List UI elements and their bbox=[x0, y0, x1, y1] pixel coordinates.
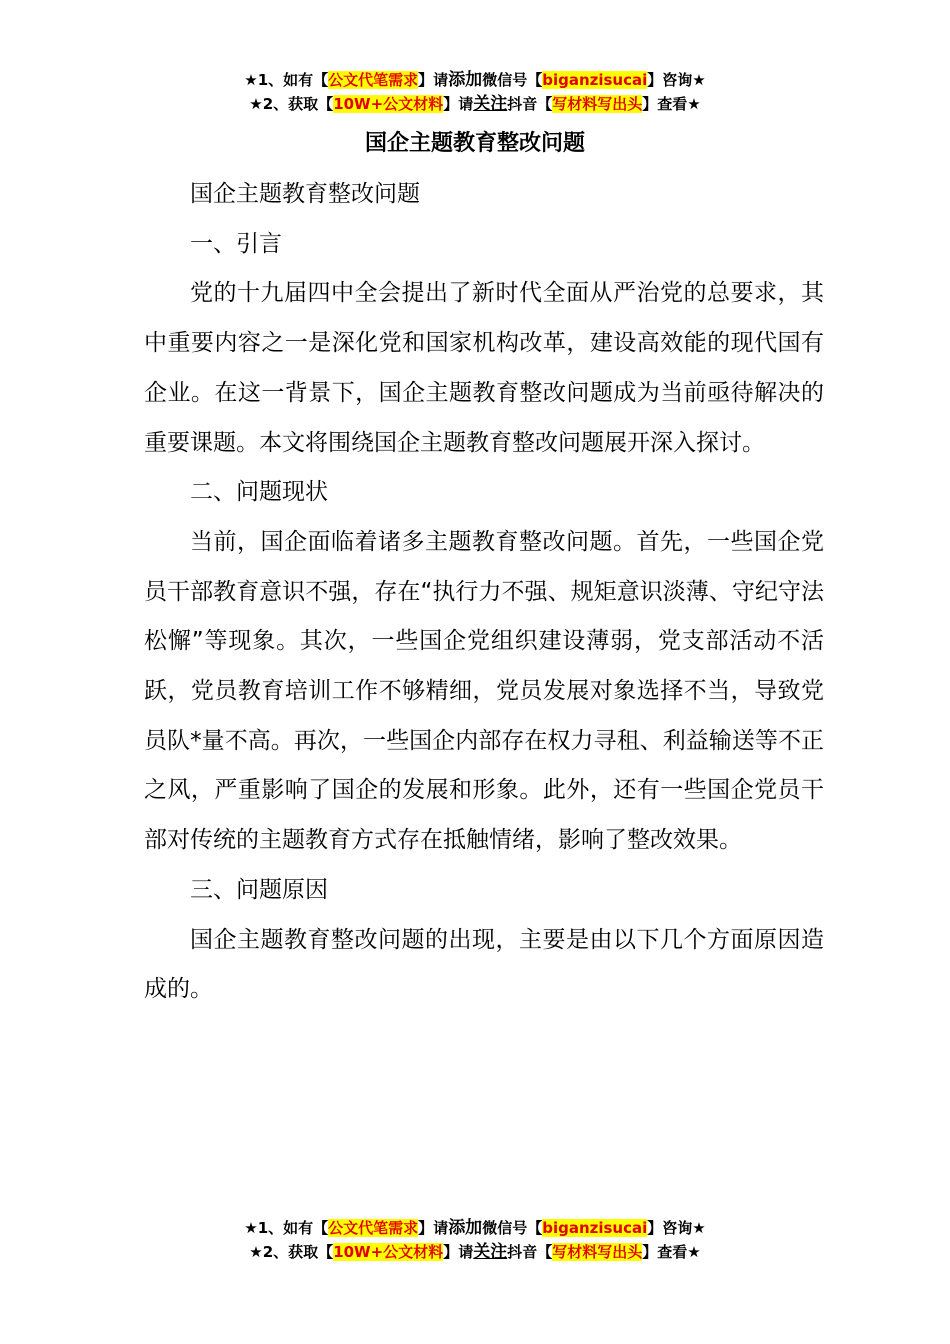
promo-highlight: 写材料写出头 bbox=[552, 1243, 643, 1261]
promo-text: 】咨询★ bbox=[647, 71, 706, 89]
promo-highlight: 公文代笔需求 bbox=[328, 71, 419, 89]
promo-line-1 bbox=[0, 68, 950, 92]
promo-emphasis: 关注 bbox=[473, 1242, 508, 1262]
promo-text: 】咨询★ bbox=[647, 1219, 706, 1237]
promo-line-2 bbox=[0, 1240, 950, 1264]
promo-text: 抖音【 bbox=[507, 1243, 553, 1261]
promo-emphasis: 关注 bbox=[473, 94, 508, 114]
section-heading-causes: 三、问题原因 bbox=[190, 876, 328, 903]
promo-line-1 bbox=[0, 1216, 950, 1240]
promo-highlight: biganzisucai bbox=[542, 1219, 648, 1237]
promo-text: 】请 bbox=[418, 71, 449, 89]
document-body bbox=[144, 170, 824, 1015]
header-promo-banner bbox=[0, 68, 950, 116]
promo-text: 】请 bbox=[443, 1243, 474, 1261]
promo-text: 微信号【 bbox=[482, 1219, 543, 1237]
promo-text: ★1、如有【 bbox=[244, 1219, 329, 1237]
promo-line-2 bbox=[0, 92, 950, 116]
promo-highlight: 10W+公文材料 bbox=[333, 95, 444, 113]
document-title: 国企主题教育整改问题 bbox=[364, 131, 585, 156]
subtitle-paragraph: 国企主题教育整改问题 bbox=[190, 181, 420, 207]
promo-text: 】查看★ bbox=[642, 95, 701, 113]
promo-text: ★2、获取【 bbox=[249, 1243, 334, 1261]
promo-text: 抖音【 bbox=[507, 95, 553, 113]
section-heading-introduction: 一、引言 bbox=[190, 230, 282, 257]
section-heading-status: 二、问题现状 bbox=[190, 479, 328, 506]
promo-text: ★1、如有【 bbox=[244, 71, 329, 89]
promo-highlight: 10W+公文材料 bbox=[333, 1243, 444, 1261]
body-paragraph: 国企主题教育整改问题的出现，主要是由以下几个方面原因造成的。 bbox=[144, 926, 824, 1003]
body-paragraph: 党的十九届四中全会提出了新时代全面从严治党的总要求，其中重要内容之一是深化党和国家机构改革，建设高效能的现代国有企业。在这一背景下，国企主题教育整改问题成为当前亟待解决的重要课题。本文将围绕国企主题教育整改问题展开深入探讨。 bbox=[144, 280, 824, 456]
body-paragraph: 当前，国企面临着诸多主题教育整改问题。首先，一些国企党员干部教育意识不强，存在“执行力不强、规矩意识淡薄、守纪守法松懈”等现象。其次，一些国企党组织建设薄弱，党支部活动不活跃，党员教育培训工作不够精细，党员发展对象选择不当，导致党员队*量不高。再次，一些国企内部存在权力寻租、利益输送等不正之风，严重影响了国企的发展和形象。此外，还有一些国企党员干部对传统的主题教育方式存在抵触情绪，影响了整改效果。 bbox=[144, 528, 824, 854]
promo-emphasis: 添加 bbox=[448, 1218, 483, 1238]
promo-highlight: 公文代笔需求 bbox=[328, 1219, 419, 1237]
promo-highlight: 写材料写出头 bbox=[552, 95, 643, 113]
promo-text: 】查看★ bbox=[642, 1243, 701, 1261]
promo-highlight: biganzisucai bbox=[542, 71, 648, 89]
promo-text: 微信号【 bbox=[482, 71, 543, 89]
promo-text: ★2、获取【 bbox=[249, 95, 334, 113]
promo-text: 】请 bbox=[418, 1219, 449, 1237]
promo-emphasis: 添加 bbox=[448, 70, 483, 90]
footer-promo-banner bbox=[0, 1216, 950, 1264]
promo-text: 】请 bbox=[443, 95, 474, 113]
